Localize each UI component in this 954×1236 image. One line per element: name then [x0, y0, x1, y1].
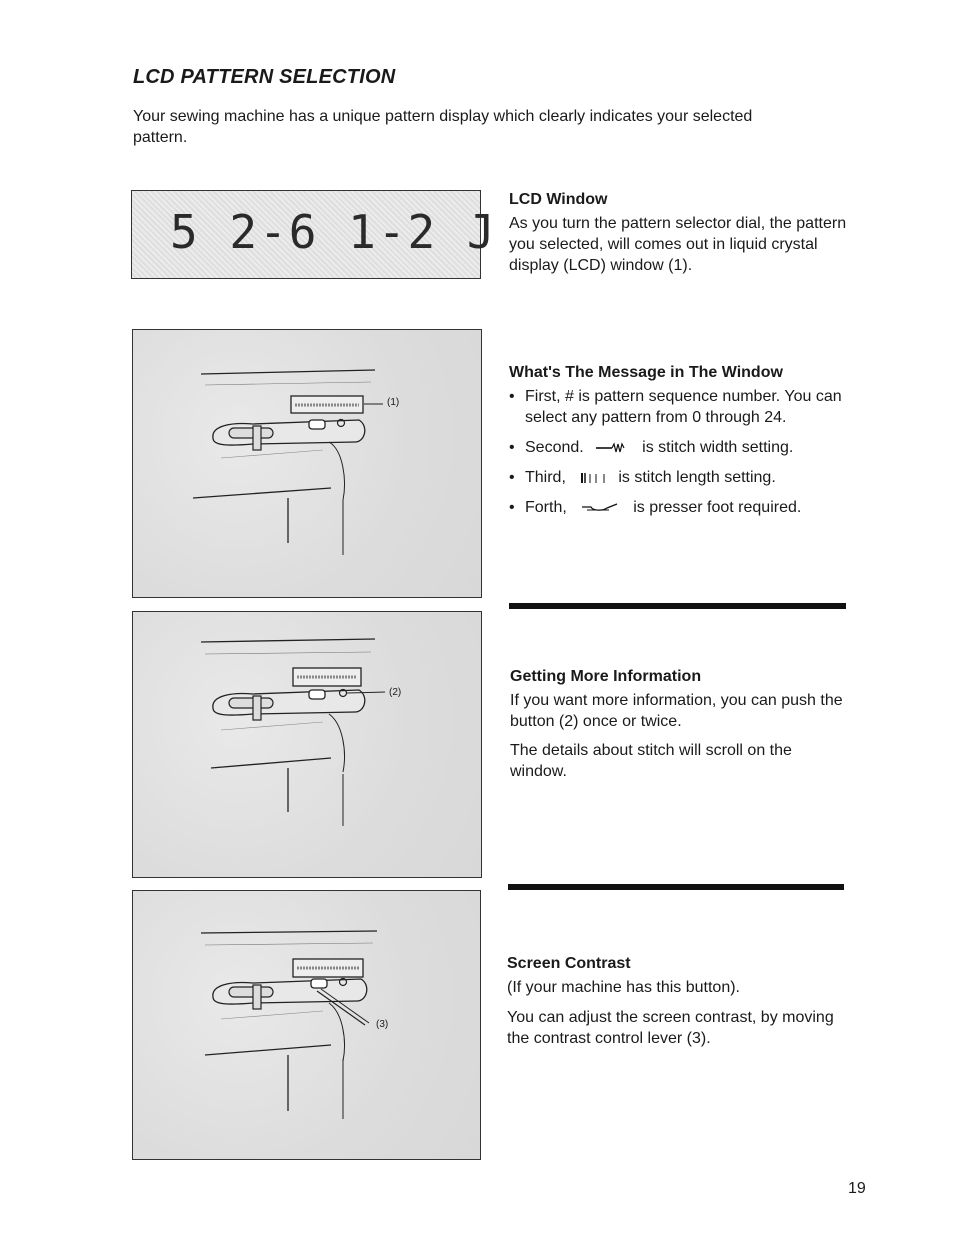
bullet-item: • Second. is stitch width setting. — [509, 439, 794, 456]
figure-machine-lcd-window — [132, 329, 482, 598]
section-body: (If your machine has this button). — [507, 979, 740, 996]
section-contrast — [507, 955, 852, 1049]
machine-drawing — [133, 330, 480, 596]
section-divider — [509, 603, 846, 609]
figure-machine-info-button — [132, 611, 482, 878]
callout-label: (3) — [376, 1019, 389, 1030]
presser-foot-icon — [579, 502, 623, 514]
machine-drawing — [133, 612, 480, 876]
bullet-item: • First, # is pattern sequence number. You can select any pattern from 0 through 24. — [509, 388, 842, 426]
callout-label: (1) — [387, 397, 400, 408]
figure-machine-contrast-lever — [132, 890, 481, 1160]
section-message — [509, 364, 854, 518]
section-body: You can adjust the screen contrast, by moving the contrast control lever (3). — [507, 1009, 834, 1047]
page-title: LCD PATTERN SELECTION — [133, 66, 396, 88]
lcd-display-text: 5 2-6 1-2 J — [170, 205, 497, 259]
section-body: If you want more information, you can push the button (2) once or twice. — [510, 692, 843, 730]
bullet-item: • Forth, is presser foot required. — [509, 499, 802, 516]
section-body: The details about stitch will scroll on the window. — [510, 742, 792, 780]
section-heading: LCD Window — [509, 191, 608, 208]
section-heading: What's The Message in The Window — [509, 364, 783, 381]
section-lcd-window — [509, 191, 849, 276]
stitch-width-icon — [594, 442, 630, 454]
section-heading: Getting More Information — [510, 668, 702, 685]
lcd-display-illustration — [131, 190, 497, 279]
machine-drawing — [133, 891, 479, 1158]
callout-label: (2) — [389, 687, 402, 698]
section-body: As you turn the pattern selector dial, the pattern you selected, will comes out in liquid crystal display (LCD) window (1). — [509, 215, 847, 274]
stitch-length-icon — [576, 471, 612, 485]
section-more-info — [510, 668, 850, 782]
bullet-item: • Third, is stitch length setting. — [509, 469, 776, 486]
section-divider — [508, 884, 844, 890]
page-number: 19 — [848, 1180, 866, 1197]
intro-text: Your sewing machine has a unique pattern display which clearly indicates your selected pattern. — [133, 108, 753, 146]
section-heading: Screen Contrast — [507, 955, 631, 972]
